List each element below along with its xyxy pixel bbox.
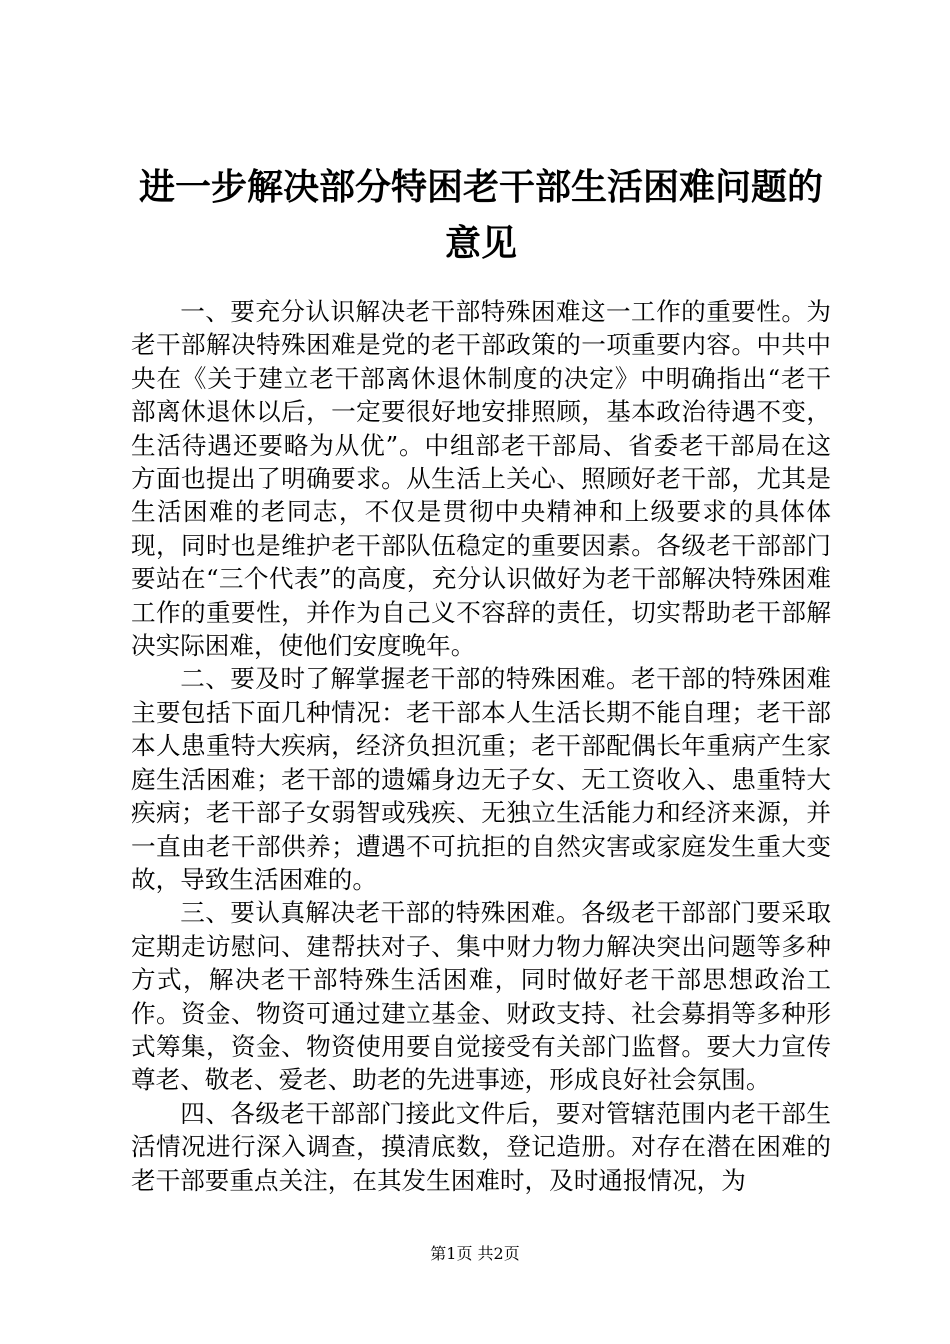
document-title: 进一步解决部分特困老干部生活困难问题的意见 — [138, 167, 823, 264]
paragraph-3: 三、要认真解决老干部的特殊困难。各级老干部部门要采取定期走访慰问、建帮扶对子、集中财力物力解决突出问题等多种方式，解决老干部特殊生活困难，同时做好老干部思想政治工作。资金、物资可通过建立基金、财政支持、社会募捐等多种形式筹集，资金、物资使用要自觉接受有关部门监督。要大力宣传尊老、敬老、爱老、助老的先进事迹，形成良好社会氛围。 — [131, 898, 831, 1095]
document-body — [131, 295, 831, 1197]
page-number-footer: 第1页 共2页 — [430, 1244, 520, 1263]
paragraph-2: 二、要及时了解掌握老干部的特殊困难。老干部的特殊困难主要包括下面几种情况：老干部本人生活长期不能自理；老干部本人患重特大疾病，经济负担沉重；老干部配偶长年重病产生家庭生活困难；老干部的遗孀身边无子女、无工资收入、患重特大疾病；老干部子女弱智或残疾、无独立生活能力和经济来源，并一直由老干部供养；遭遇不可抗拒的自然灾害或家庭发生重大变故，导致生活困难的。 — [131, 664, 831, 894]
paragraph-4: 四、各级老干部部门接此文件后，要对管辖范围内老干部生活情况进行深入调查，摸清底数，登记造册。对存在潜在困难的老干部要重点关注，在其发生困难时，及时通报情况，为 — [131, 1098, 831, 1195]
paragraph-1: 一、要充分认识解决老干部特殊困难这一工作的重要性。为老干部解决特殊困难是党的老干部政策的一项重要内容。中共中央在《关于建立老干部离休退休制度的决定》中明确指出“老干部离休退休以后，一定要很好地安排照顾，基本政治待遇不变，生活待遇还要略为从优”。中组部老干部局、省委老干部局在这方面也提出了明确要求。从生活上关心、照顾好老干部，尤其是生活困难的老同志，不仅是贯彻中央精神和上级要求的具体体现，同时也是维护老干部队伍稳定的重要因素。各级老干部部门要站在“三个代表”的高度，充分认识做好为老干部解决特殊困难工作的重要性，并作为自己义不容辞的责任，切实帮助老干部解决实际困难，使他们安度晚年。 — [131, 297, 831, 661]
